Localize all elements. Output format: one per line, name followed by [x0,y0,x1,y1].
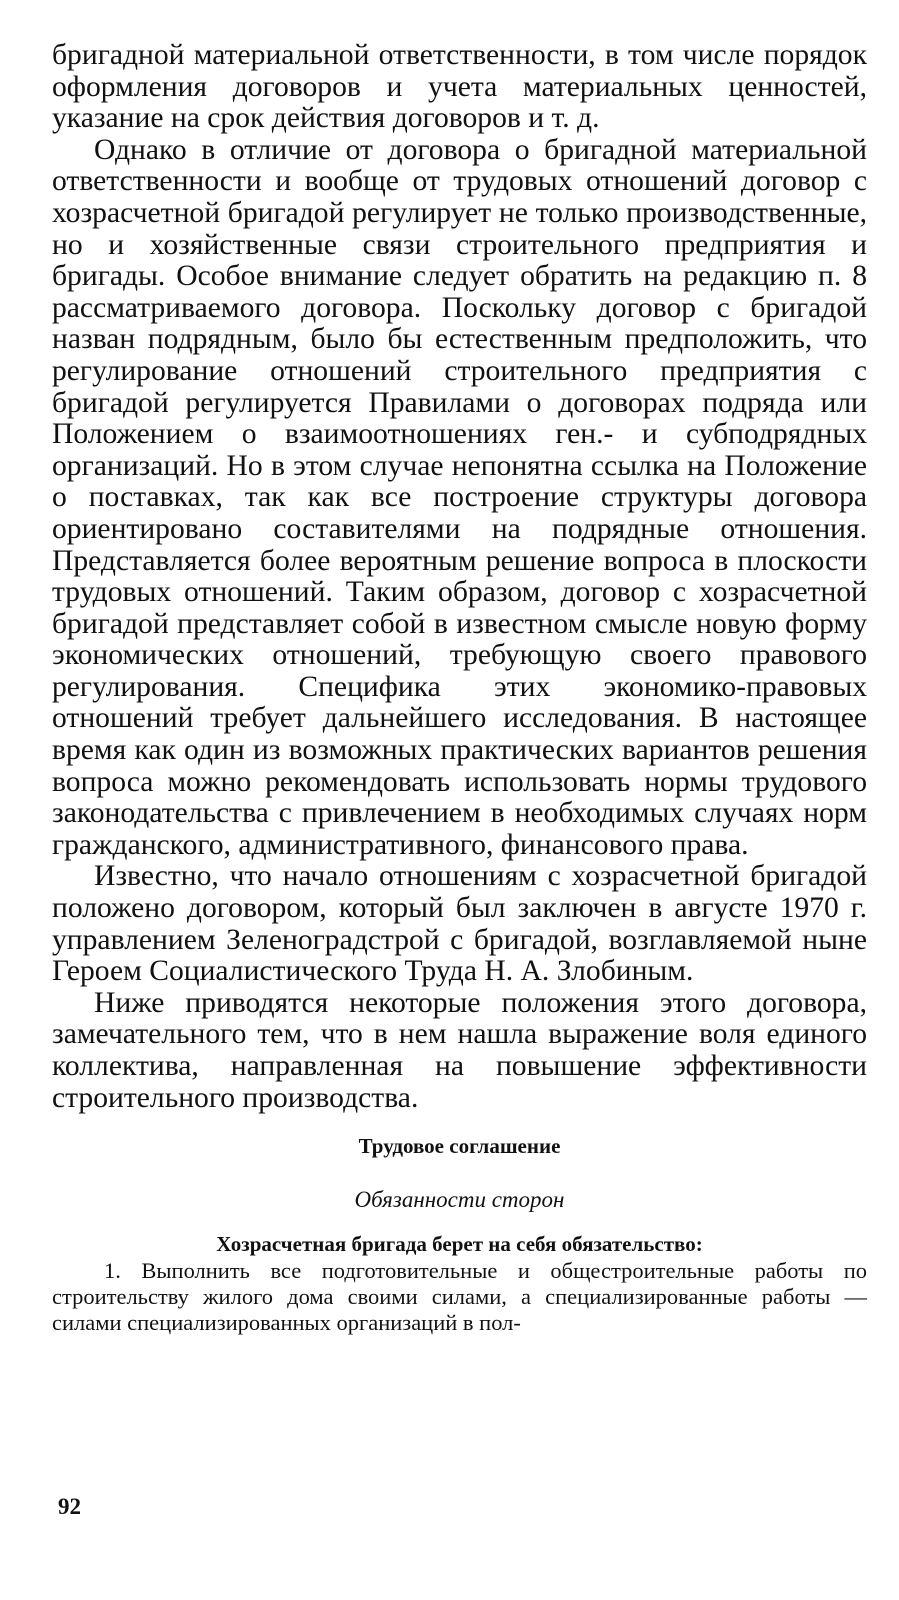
paragraph-3: Известно, что начало отношениям с хозрасчетной бригадой положено договором, который был заключен в августе 1970 г. управлением Зеленоградстрой с бригадой, возглавляемой ныне Героем Социалистического Труда Н. А. Злобиным. [52,860,867,988]
obligation-heading: Хозрасчетная бригада берет на себя обязательство: [216,1232,703,1257]
spacer [52,1160,867,1186]
paragraph-2: Однако в отличие от договора о бригадной материальной ответственности и вообще от трудовых отношений договор с хозрасчетной бригадой регулирует не только производственные, но и хозяйственные связи строительного предприятия и бригады. Особое внимание следует обратить на редакцию п. 8 рассматриваемого договора. Поскольку договор с бригадой назван подрядным, было бы естественным предположить, что регулирование отношений строительного предприятия с бригадой регулируется Правилами о договорах подряда или Положением о взаимоотношениях ген.- и субподрядных организаций. Но в этом случае непонятна ссылка на Положение о поставках, так как все построение структуры договора ориентировано составителями на подрядные отношения. Представляется более вероятным решение вопроса в плоскости трудовых отношений. Таким образом, договор с хозрасчетной бригадой представляет собой в известном смысле новую форму экономических отношений, требующую своего правового регулирования. Специфика этих экономико-правовых отношений требует дальнейшего исследования. В настоящее время как один из возможных практических вариантов решения вопроса можно рекомендовать использовать нормы трудового законодательства с привлечением в необходимых случаях норм гражданского, административного, финансового права. [52,133,867,861]
paragraph-4: Ниже приводятся некоторые положения этого договора, замечательного тем, что в нем нашла выражение воля единого коллектива, направленная на повышение эффективности строительного производства. [52,986,867,1114]
spacer [52,1114,867,1132]
page-body [52,40,867,1336]
obligation-item: 1. Выполнить все подготовительные и общестроительные работы по строительству жилого дома своими силами, а специализированные работы — силами специализированных организаций в пол- [52,1258,867,1336]
subsection-title: Обязанности сторон [354,1187,565,1213]
page-number: 92 [58,1494,81,1519]
spacer [52,1214,867,1230]
paragraph-1: бригадной материальной ответственности, в том числе порядок оформления договоров и учета материальных ценностей, указание на срок действия договоров и т. д. [52,39,867,135]
section-title: Трудовое соглашение [358,1134,561,1159]
